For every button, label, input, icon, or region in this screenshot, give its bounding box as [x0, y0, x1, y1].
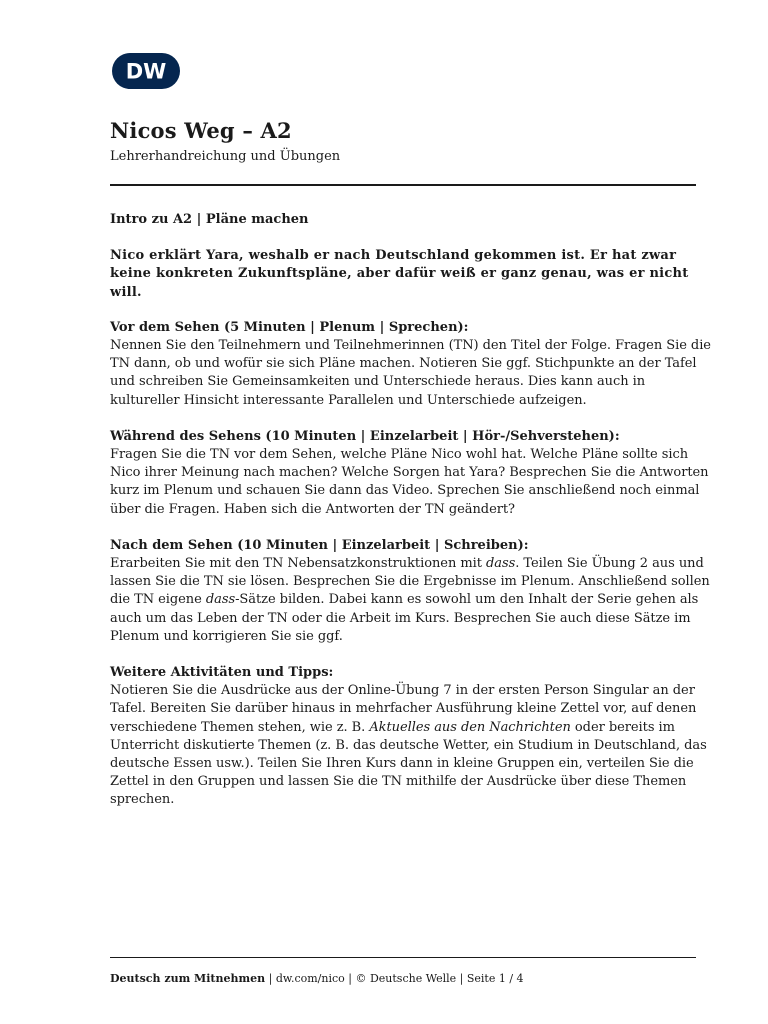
header-divider	[110, 184, 696, 186]
body-text: Notieren Sie die Ausdrücke aus der Online-Übung 7 in der ersten Person Singular an der Tafel. Bereiten Sie darüber hinaus in mehrfacher Ausführung kleine Zettel vor, auf denen verschiedene Themen stehen, wie z. B.	[110, 683, 697, 735]
document-body	[110, 211, 714, 828]
section-body: Fragen Sie die TN vor dem Sehen, welche Pläne Nico wohl hat. Welche Pläne sollte sich Nico ihrer Meinung nach machen? Welche Sorgen hat Yara? Besprechen Sie die Antworten kurz im Plenum und schauen Sie dann das Video. Sprechen Sie anschließend noch einmal über die Fragen. Haben sich die Antworten der TN geändert?	[110, 447, 709, 517]
body-emphasis: dass	[205, 592, 236, 608]
section-heading: Nach dem Sehen (10 Minuten | Einzelarbeit | Schreiben):	[110, 537, 529, 553]
intro-lead: Nico erklärt Yara, weshalb er nach Deutschland gekommen ist. Er hat zwar keine konkreten Zukunftspläne, aber dafür weiß er ganz genau, was er nicht will.	[110, 248, 689, 300]
footer-info: | dw.com/nico | © Deutsche Welle | Seite 1 / 4	[265, 972, 524, 985]
section-body: Nennen Sie den Teilnehmern und Teilnehmerinnen (TN) den Titel der Folge. Fragen Sie die TN dann, ob und wofür sie sich Pläne machen. Notieren Sie ggf. Stichpunkte an der Tafel und schreiben Sie Gemeinsamkeiten und Unterschiede heraus. Dies kann auch in kultureller Hinsicht interessante Parallelen und Unterschiede aufzeigen.	[110, 338, 711, 408]
body-text: Erarbeiten Sie mit den TN Nebensatzkonstruktionen mit	[110, 556, 487, 572]
section-vor-dem-sehen	[110, 319, 714, 410]
dw-logo	[111, 52, 181, 90]
page-footer	[110, 972, 524, 985]
section-body	[110, 555, 714, 646]
section-weitere-aktivitaeten	[110, 664, 714, 810]
document-subtitle: Lehrerhandreichung und Übungen	[110, 149, 341, 164]
section-heading: Vor dem Sehen (5 Minuten | Plenum | Sprechen):	[110, 319, 469, 335]
section-waehrend-des-sehens	[110, 428, 714, 519]
body-emphasis: dass	[486, 556, 516, 572]
body-text: oder bereits im Unterricht diskutierte Themen (z. B. das deutsche Wetter, ein Studium in Deutschland, das deutsche Essen usw.). Teilen Sie Ihren Kurs dann in kleine Gruppen ein, verteilen Sie die Zettel in den Gruppen und lassen Sie die TN mithilfe der Ausdrücke über diese Themen sprechen.	[110, 719, 707, 808]
document-title: Nicos Weg – A2	[110, 118, 292, 143]
dw-logo-text: DW	[125, 59, 167, 84]
footer-brand: Deutsch zum Mitnehmen	[110, 972, 266, 985]
body-text: -Sätze bilden. Dabei kann es sowohl um den Inhalt der Serie gehen als auch um das Leben der TN oder die Arbeit im Kurs. Besprechen Sie auch diese Sätze im Plenum und korrigieren Sie sie ggf.	[110, 592, 699, 644]
section-heading: Weitere Aktivitäten und Tipps:	[110, 665, 334, 681]
section-body	[110, 682, 714, 809]
body-emphasis: Aktuelles aus den Nachrichten	[369, 719, 571, 735]
intro-title: Intro zu A2 | Pläne machen	[110, 212, 309, 227]
body-text: . Teilen Sie Übung 2 aus und lassen Sie die TN sie lösen. Besprechen Sie die Ergebnisse im Plenum. Anschließend sollen die TN eigene	[110, 556, 710, 608]
section-heading: Während des Sehens (10 Minuten | Einzelarbeit | Hör-/Sehverstehen):	[110, 428, 620, 444]
footer-divider	[110, 957, 696, 958]
section-nach-dem-sehen	[110, 537, 714, 646]
